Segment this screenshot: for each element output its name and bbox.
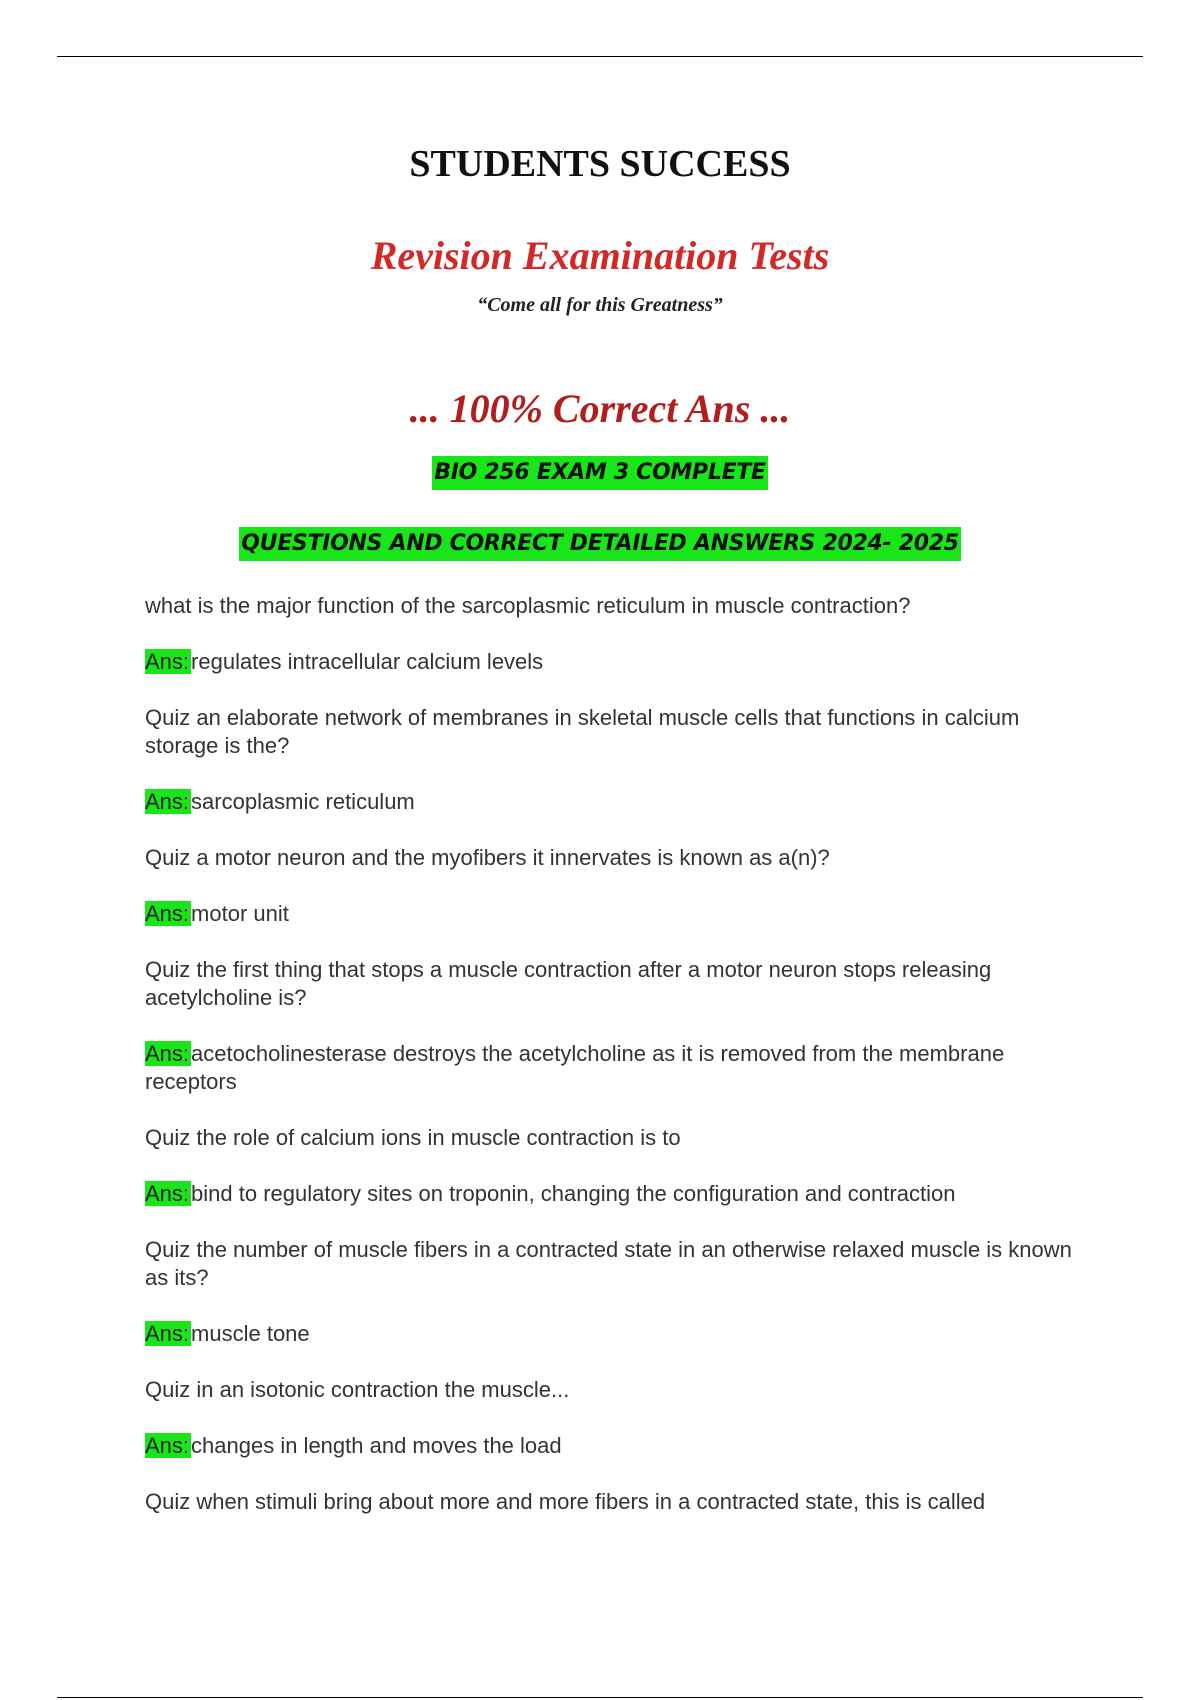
qa-item bbox=[145, 844, 1080, 928]
qa-list bbox=[145, 592, 1080, 1544]
qa-item bbox=[145, 704, 1080, 816]
qa-label: QUESTIONS AND CORRECT DETAILED ANSWERS 2024- 2025 bbox=[239, 527, 961, 561]
qa-item bbox=[145, 1488, 1080, 1516]
qa-item bbox=[145, 1124, 1080, 1208]
ans-label: Ans: bbox=[145, 901, 190, 926]
question-text: what is the major function of the sarcoplasmic reticulum in muscle contraction? bbox=[145, 593, 911, 618]
qa-item bbox=[145, 956, 1080, 1096]
top-rule bbox=[57, 56, 1143, 57]
answer-line bbox=[145, 1432, 1080, 1460]
question-text: Quiz an elaborate network of membranes in skeletal muscle cells that functions in calcium storage is the? bbox=[145, 705, 1020, 758]
ans-label: Ans: bbox=[145, 789, 190, 814]
answer-text: motor unit bbox=[191, 901, 289, 926]
slogan: “Come all for this Greatness” bbox=[477, 294, 723, 316]
ans-label: Ans: bbox=[145, 1433, 190, 1458]
answer-text: regulates intracellular calcium levels bbox=[191, 649, 544, 674]
answer-line bbox=[145, 1040, 1080, 1096]
answer-line bbox=[145, 788, 1080, 816]
answer-text: muscle tone bbox=[191, 1321, 310, 1346]
answer-text: changes in length and moves the load bbox=[191, 1433, 562, 1458]
qa-label-row bbox=[0, 527, 1200, 561]
qa-item bbox=[145, 1376, 1080, 1460]
qa-item bbox=[145, 592, 1080, 676]
question-text: Quiz when stimuli bring about more and more fibers in a contracted state, this is called bbox=[145, 1489, 986, 1514]
qa-item bbox=[145, 1236, 1080, 1348]
question-text: Quiz in an isotonic contraction the muscle... bbox=[145, 1377, 570, 1402]
exam-label: BIO 256 EXAM 3 COMPLETE bbox=[432, 456, 767, 490]
answer-line bbox=[145, 648, 1080, 676]
bottom-rule bbox=[57, 1697, 1143, 1698]
ans-label: Ans: bbox=[145, 1321, 190, 1346]
answer-line bbox=[145, 900, 1080, 928]
answer-text: sarcoplasmic reticulum bbox=[191, 789, 415, 814]
subtitle: Revision Examination Tests bbox=[370, 233, 830, 278]
question-text: Quiz the number of muscle fibers in a contracted state in an otherwise relaxed muscle is known as its? bbox=[145, 1237, 1072, 1290]
ans-label: Ans: bbox=[145, 1041, 190, 1066]
question-text: Quiz the role of calcium ions in muscle contraction is to bbox=[145, 1125, 681, 1150]
exam-label-row bbox=[0, 456, 1200, 490]
answer-text: acetocholinesterase destroys the acetylcholine as it is removed from the membrane receptors bbox=[145, 1041, 1005, 1094]
ans-label: Ans: bbox=[145, 649, 190, 674]
question-text: Quiz a motor neuron and the myofibers it innervates is known as a(n)? bbox=[145, 845, 830, 870]
answer-line bbox=[145, 1180, 1080, 1208]
page-title: STUDENTS SUCCESS bbox=[409, 143, 791, 185]
ans-label: Ans: bbox=[145, 1181, 190, 1206]
answer-line bbox=[145, 1320, 1080, 1348]
correct-banner: ... 100% Correct Ans ... bbox=[409, 386, 791, 431]
question-text: Quiz the first thing that stops a muscle contraction after a motor neuron stops releasing acetylcholine is? bbox=[145, 957, 992, 1010]
answer-text: bind to regulatory sites on troponin, changing the configuration and contraction bbox=[191, 1181, 956, 1206]
